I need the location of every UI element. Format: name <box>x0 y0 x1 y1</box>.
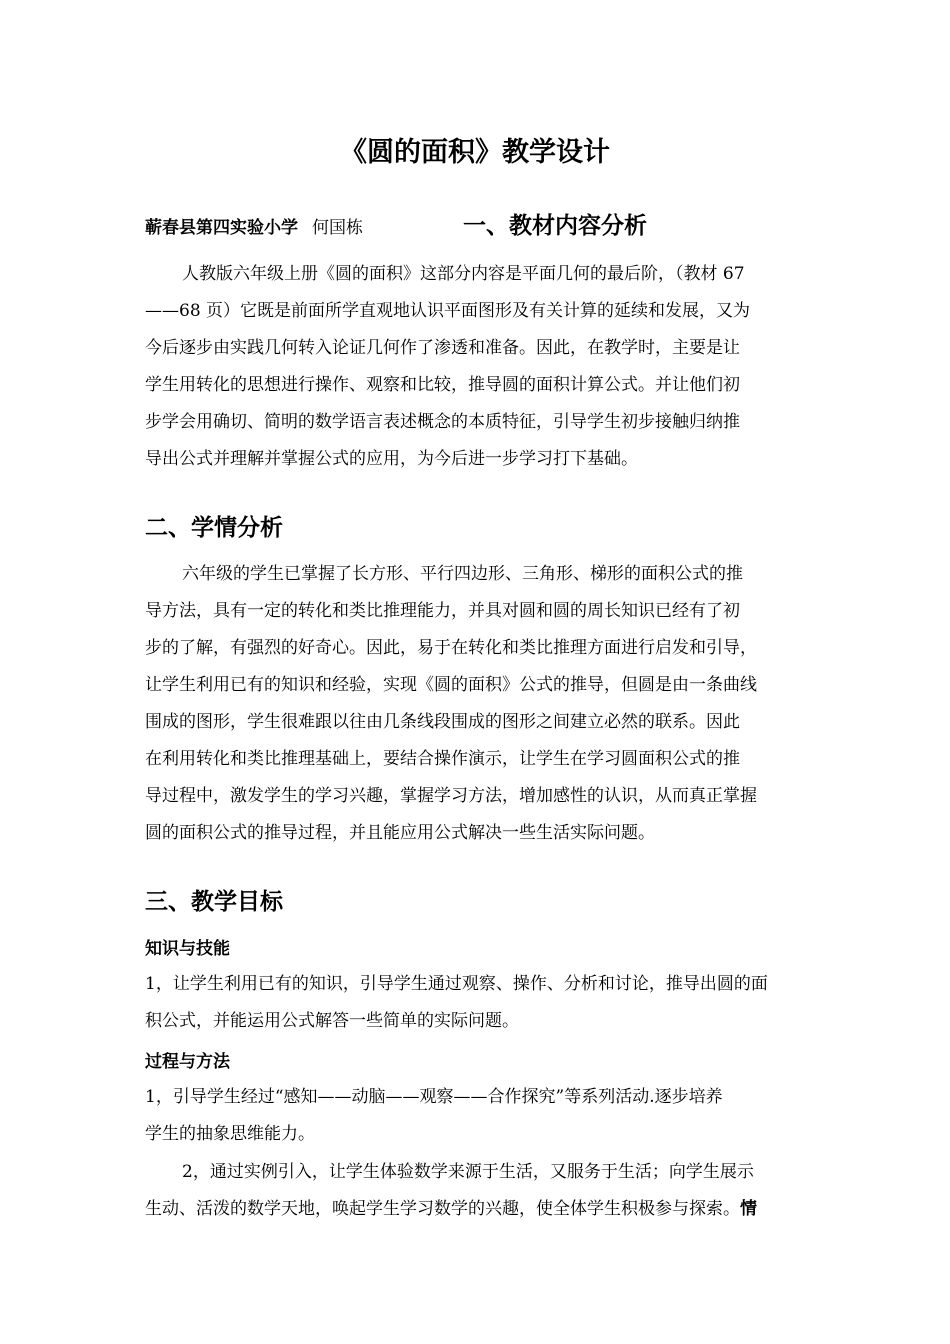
section-heading-2: 二、学情分析 <box>145 515 283 541</box>
school-name: 蕲春县第四实验小学 <box>145 218 298 238</box>
paragraph-line: 围成的图形，学生很难跟以往由几条线段围成的图形之间建立必然的联系。因此 <box>145 712 740 732</box>
paragraph-line: 1，引导学生经过“感知——动脑——观察——合作探究”等系列活动.逐步培养 <box>145 1087 723 1107</box>
paragraph-line: 1，让学生利用已有的知识，引导学生通过观察、操作、分析和讨论，推导出圆的面 <box>145 974 768 994</box>
paragraph-line: 导出公式并理解并掌握公式的应用，为今后进一步学习打下基础。 <box>145 449 638 469</box>
author-name: 何国栋 <box>312 218 363 238</box>
subheading-process: 过程与方法 <box>145 1052 230 1072</box>
subheading-knowledge: 知识与技能 <box>145 939 230 959</box>
page-title: 《圆的面积》教学设计 <box>340 137 610 168</box>
section-heading-1: 一、教材内容分析 <box>463 213 647 239</box>
paragraph-line-text: 生动、活泼的数学天地，唤起学生学习数学的兴趣，使全体学生积极参与探索。 <box>145 1199 740 1219</box>
bold-continuation: 情 <box>740 1199 757 1219</box>
paragraph-line: 导方法，具有一定的转化和类比推理能力，并具对圆和圆的周长知识已经有了初 <box>145 601 740 621</box>
paragraph-line: 圆的面积公式的推导过程，并且能应用公式解决一些生活实际问题。 <box>145 823 655 843</box>
paragraph-line: 人教版六年级上册《圆的面积》这部分内容是平面几何的最后阶，（教材 67 <box>182 264 745 284</box>
paragraph-line <box>145 1197 757 1221</box>
paragraph-line: ——68 页）它既是前面所学直观地认识平面图形及有关计算的延续和发展，又为 <box>145 301 751 321</box>
paragraph-line: 六年级的学生已掌握了长方形、平行四边形、三角形、梯形的面积公式的推 <box>182 564 743 584</box>
paragraph-line: 在利用转化和类比推理基础上，要结合操作演示，让学生在学习圆面积公式的推 <box>145 749 740 769</box>
paragraph-line: 2，通过实例引入，让学生体验数学来源于生活，又服务于生活；向学生展示 <box>182 1162 754 1182</box>
byline <box>145 213 363 238</box>
paragraph-line: 今后逐步由实践几何转入论证几何作了渗透和准备。因此，在教学时，主要是让 <box>145 338 740 358</box>
paragraph-line: 导过程中，激发学生的学习兴趣，掌握学习方法，增加感性的认识，从而真正掌握 <box>145 786 757 806</box>
section-heading-3: 三、教学目标 <box>145 889 283 915</box>
paragraph-line: 步的了解，有强烈的好奇心。因此，易于在转化和类比推理方面进行启发和引导， <box>145 638 757 658</box>
paragraph-line: 学生用转化的思想进行操作、观察和比较，推导圆的面积计算公式。并让他们初 <box>145 375 740 395</box>
paragraph-line: 学生的抽象思维能力。 <box>145 1124 315 1144</box>
paragraph-line: 积公式，并能运用公式解答一些简单的实际问题。 <box>145 1011 519 1031</box>
paragraph-line: 步学会用确切、简明的数学语言表述概念的本质特征，引导学生初步接触归纳推 <box>145 412 740 432</box>
paragraph-line: 让学生利用已有的知识和经验，实现《圆的面积》公式的推导，但圆是由一条曲线 <box>145 675 757 695</box>
